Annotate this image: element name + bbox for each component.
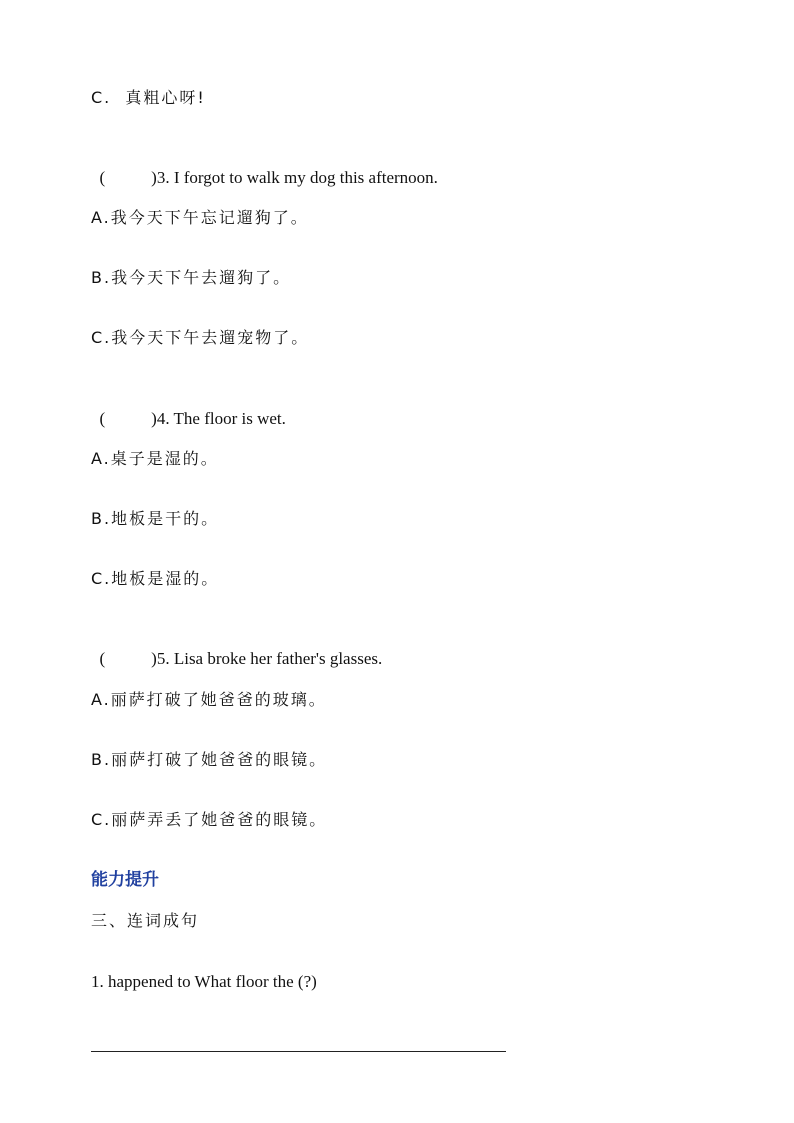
q4-open-paren: ( [99,409,106,428]
section-heading: 能力提升 [91,870,159,890]
q2-option-c: C. 真粗心呀! [91,88,206,107]
q5-option-c: C.丽萨弄丢了她爸爸的眼镜。 [91,810,328,829]
q5-question [91,629,382,669]
q3-option-a: A.我今天下午忘记遛狗了。 [91,208,309,227]
q5-question-text: )5. Lisa broke her father's glasses. [151,649,383,668]
q3-question-text: )3. I forgot to walk my dog this afternoon. [151,168,438,187]
q3-open-paren: ( [99,168,106,187]
q4-question-text: )4. The floor is wet. [151,409,286,428]
q4-option-c: C.地板是湿的。 [91,569,220,588]
q4-option-a: A.桌子是湿的。 [91,449,219,468]
q3-question [91,148,438,188]
section3-title: 三、连词成句 [91,911,200,930]
q4-option-b: B.地板是干的。 [91,509,220,528]
q3-option-b: B.我今天下午去遛狗了。 [91,268,292,287]
q3-option-c: C.我今天下午去遛宠物了。 [91,328,310,347]
q5-option-a: A.丽萨打破了她爸爸的玻璃。 [91,690,327,709]
q5-open-paren: ( [99,649,106,668]
q5-option-b: B.丽萨打破了她爸爸的眼镜。 [91,750,328,769]
answer-line[interactable] [91,1051,506,1052]
q4-question [91,389,286,429]
section3-item1: 1. happened to What floor the (?) [91,972,317,991]
